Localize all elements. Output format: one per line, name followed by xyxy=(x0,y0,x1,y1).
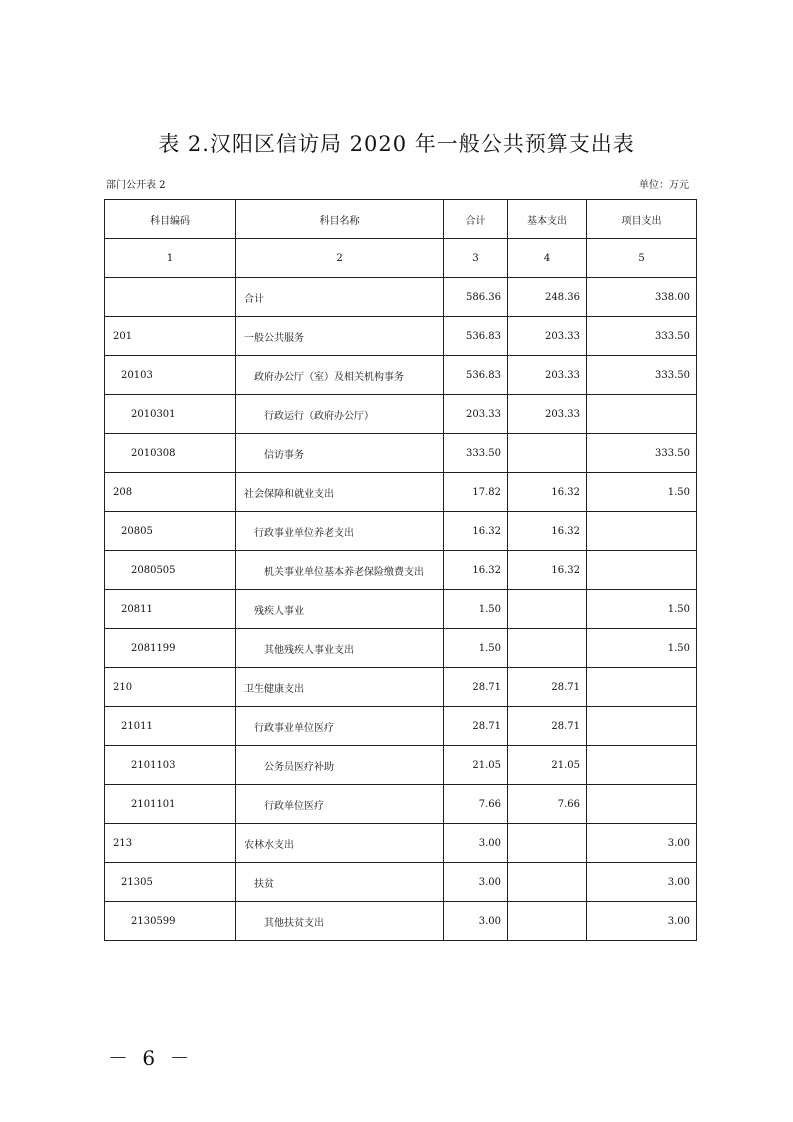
cell-code: 201 xyxy=(105,317,236,356)
table-row xyxy=(105,434,697,473)
cell-total: 16.32 xyxy=(444,512,508,551)
cell-name: 行政事业单位养老支出 xyxy=(236,512,444,551)
cell-code: 2010301 xyxy=(105,395,236,434)
cell-project: 333.50 xyxy=(587,434,697,473)
cell-total: 3.00 xyxy=(444,824,508,863)
cell-project xyxy=(587,785,697,824)
cell-project xyxy=(587,512,697,551)
cell-name: 合计 xyxy=(236,278,444,317)
cell-total: 7.66 xyxy=(444,785,508,824)
cell-project: 3.00 xyxy=(587,902,697,941)
budget-table xyxy=(104,199,697,941)
column-number: 1 xyxy=(105,239,236,278)
column-number: 4 xyxy=(508,239,587,278)
header-row xyxy=(105,200,697,239)
table-row xyxy=(105,824,697,863)
cell-total: 28.71 xyxy=(444,707,508,746)
table-row xyxy=(105,863,697,902)
column-number: 3 xyxy=(444,239,508,278)
cell-name: 残疾人事业 xyxy=(236,590,444,629)
header-basic: 基本支出 xyxy=(508,200,587,239)
cell-code: 21305 xyxy=(105,863,236,902)
column-number: 2 xyxy=(236,239,444,278)
cell-total: 28.71 xyxy=(444,668,508,707)
unit-label: 单位：万元 xyxy=(639,180,689,191)
cell-project: 1.50 xyxy=(587,629,697,668)
cell-name: 一般公共服务 xyxy=(236,317,444,356)
table-row xyxy=(105,512,697,551)
cell-name: 社会保障和就业支出 xyxy=(236,473,444,512)
cell-project: 333.50 xyxy=(587,356,697,395)
table-row xyxy=(105,395,697,434)
table-row xyxy=(105,278,697,317)
cell-code: 2101101 xyxy=(105,785,236,824)
cell-code: 2101103 xyxy=(105,746,236,785)
header-total: 合计 xyxy=(444,200,508,239)
table-row xyxy=(105,668,697,707)
cell-code: 2130599 xyxy=(105,902,236,941)
table-code-label: 部门公开表 2 xyxy=(106,180,166,191)
cell-basic: 28.71 xyxy=(508,668,587,707)
cell-name: 行政事业单位医疗 xyxy=(236,707,444,746)
column-number: 5 xyxy=(587,239,697,278)
cell-basic: 16.32 xyxy=(508,512,587,551)
cell-name: 扶贫 xyxy=(236,863,444,902)
cell-basic: 21.05 xyxy=(508,746,587,785)
document-title: 表 2.汉阳区信访局 2020 年一般公共预算支出表 xyxy=(158,132,635,156)
table-row xyxy=(105,473,697,512)
cell-basic: 7.66 xyxy=(508,785,587,824)
table-body xyxy=(105,278,697,941)
cell-basic: 203.33 xyxy=(508,356,587,395)
cell-project: 338.00 xyxy=(587,278,697,317)
header-project: 项目支出 xyxy=(587,200,697,239)
cell-name: 其他残疾人事业支出 xyxy=(236,629,444,668)
cell-code: 20805 xyxy=(105,512,236,551)
cell-basic xyxy=(508,824,587,863)
column-number-row xyxy=(105,239,697,278)
cell-project xyxy=(587,668,697,707)
cell-project xyxy=(587,707,697,746)
cell-name: 公务员医疗补助 xyxy=(236,746,444,785)
cell-code: 213 xyxy=(105,824,236,863)
cell-name: 信访事务 xyxy=(236,434,444,473)
cell-basic xyxy=(508,863,587,902)
cell-total: 3.00 xyxy=(444,863,508,902)
cell-total: 203.33 xyxy=(444,395,508,434)
cell-total: 17.82 xyxy=(444,473,508,512)
header-code: 科目编码 xyxy=(105,200,236,239)
cell-basic: 203.33 xyxy=(508,317,587,356)
cell-project xyxy=(587,746,697,785)
cell-basic: 203.33 xyxy=(508,395,587,434)
cell-code: 210 xyxy=(105,668,236,707)
cell-project: 1.50 xyxy=(587,590,697,629)
cell-code: 2010308 xyxy=(105,434,236,473)
cell-basic: 16.32 xyxy=(508,473,587,512)
table-row xyxy=(105,356,697,395)
table-row xyxy=(105,707,697,746)
cell-name: 政府办公厅（室）及相关机构事务 xyxy=(236,356,444,395)
cell-name: 其他扶贫支出 xyxy=(236,902,444,941)
cell-basic: 248.36 xyxy=(508,278,587,317)
cell-project: 3.00 xyxy=(587,863,697,902)
cell-name: 行政运行（政府办公厅） xyxy=(236,395,444,434)
cell-total: 3.00 xyxy=(444,902,508,941)
cell-total: 1.50 xyxy=(444,590,508,629)
cell-code: 2080505 xyxy=(105,551,236,590)
table-row xyxy=(105,785,697,824)
header-name: 科目名称 xyxy=(236,200,444,239)
cell-project: 1.50 xyxy=(587,473,697,512)
cell-code xyxy=(105,278,236,317)
cell-total: 333.50 xyxy=(444,434,508,473)
cell-name: 行政单位医疗 xyxy=(236,785,444,824)
cell-total: 536.83 xyxy=(444,317,508,356)
cell-basic: 16.32 xyxy=(508,551,587,590)
cell-total: 16.32 xyxy=(444,551,508,590)
table-row xyxy=(105,590,697,629)
table-row xyxy=(105,551,697,590)
cell-name: 机关事业单位基本养老保险缴费支出 xyxy=(236,551,444,590)
table-row xyxy=(105,317,697,356)
cell-basic xyxy=(508,629,587,668)
table-row xyxy=(105,629,697,668)
cell-name: 卫生健康支出 xyxy=(236,668,444,707)
cell-code: 20811 xyxy=(105,590,236,629)
table-row xyxy=(105,902,697,941)
cell-basic: 28.71 xyxy=(508,707,587,746)
cell-code: 2081199 xyxy=(105,629,236,668)
cell-code: 208 xyxy=(105,473,236,512)
cell-basic xyxy=(508,434,587,473)
page-number: － 6 － xyxy=(108,1046,194,1070)
cell-code: 21011 xyxy=(105,707,236,746)
cell-project xyxy=(587,395,697,434)
cell-total: 21.05 xyxy=(444,746,508,785)
cell-project xyxy=(587,551,697,590)
cell-total: 536.83 xyxy=(444,356,508,395)
cell-project: 3.00 xyxy=(587,824,697,863)
cell-total: 1.50 xyxy=(444,629,508,668)
cell-total: 586.36 xyxy=(444,278,508,317)
cell-name: 农林水支出 xyxy=(236,824,444,863)
table-row xyxy=(105,746,697,785)
cell-basic xyxy=(508,590,587,629)
cell-code: 20103 xyxy=(105,356,236,395)
cell-project: 333.50 xyxy=(587,317,697,356)
cell-basic xyxy=(508,902,587,941)
